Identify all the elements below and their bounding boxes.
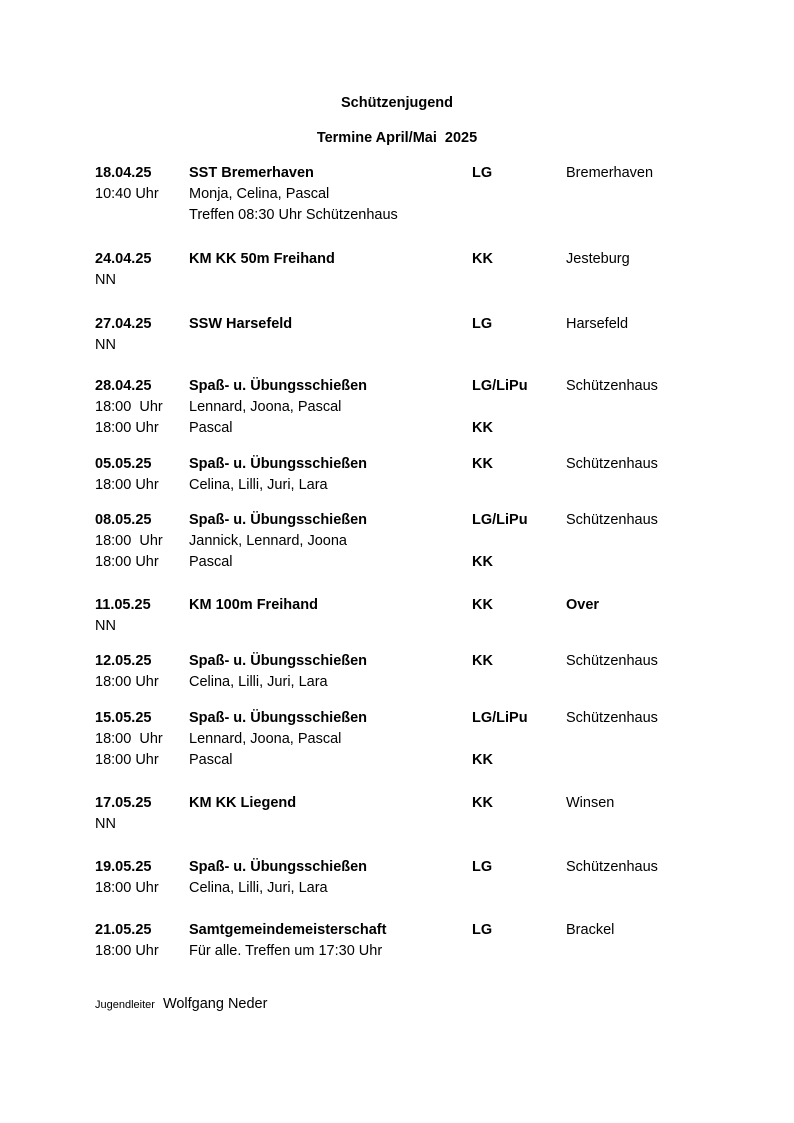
event-location: Schützenhaus bbox=[566, 378, 658, 394]
event-discipline: LG bbox=[472, 316, 493, 332]
event-detail-row bbox=[95, 616, 735, 637]
event-time: 18:00 Uhr bbox=[95, 880, 159, 896]
event-detail-row bbox=[95, 750, 735, 771]
event-detail-row bbox=[95, 205, 735, 226]
event-name: Samtgemeindemeisterschaft bbox=[189, 922, 387, 938]
event-name: Spaß- u. Übungsschießen bbox=[189, 710, 368, 726]
event-date: 05.05.25 bbox=[95, 456, 152, 472]
event-date: 21.05.25 bbox=[95, 922, 152, 938]
event-participants: Pascal bbox=[189, 752, 233, 768]
event-time: NN bbox=[95, 816, 116, 832]
event-location: Over bbox=[566, 597, 600, 613]
event-detail-row bbox=[95, 941, 735, 962]
event-discipline: KK bbox=[472, 597, 493, 613]
footer bbox=[95, 996, 267, 1012]
event-header-row bbox=[95, 920, 735, 941]
event-location: Jesteburg bbox=[566, 251, 630, 267]
event-name: Spaß- u. Übungsschießen bbox=[189, 456, 368, 472]
event-header-row bbox=[95, 314, 735, 335]
event-participants: Lennard, Joona, Pascal bbox=[189, 399, 342, 415]
event-time: 18:00 Uhr bbox=[95, 674, 159, 690]
footer-label: Jugendleiter bbox=[95, 999, 155, 1011]
event-date: 28.04.25 bbox=[95, 378, 152, 394]
event-detail-discipline: KK bbox=[472, 420, 493, 436]
event-entry bbox=[95, 163, 735, 227]
event-time: 18:00 Uhr bbox=[95, 731, 163, 747]
event-location: Schützenhaus bbox=[566, 456, 658, 472]
event-participants: Pascal bbox=[189, 420, 233, 436]
event-detail-discipline: KK bbox=[472, 554, 493, 570]
event-header-row bbox=[95, 651, 735, 672]
event-detail-row bbox=[95, 729, 735, 750]
event-entry bbox=[95, 920, 735, 963]
event-entry bbox=[95, 510, 735, 574]
event-time: 18:00 Uhr bbox=[95, 554, 159, 570]
event-discipline: KK bbox=[472, 456, 493, 472]
event-discipline: LG/LiPu bbox=[472, 378, 528, 394]
event-discipline: LG/LiPu bbox=[472, 512, 528, 528]
event-entry bbox=[95, 454, 735, 497]
event-participants: Celina, Lilli, Juri, Lara bbox=[189, 674, 328, 690]
event-time: 10:40 Uhr bbox=[95, 186, 159, 202]
event-header-row bbox=[95, 793, 735, 814]
event-date: 11.05.25 bbox=[95, 597, 151, 613]
event-detail-row bbox=[95, 418, 735, 439]
event-location: Bremerhaven bbox=[566, 165, 654, 181]
event-location: Schützenhaus bbox=[566, 512, 658, 528]
event-participants: Celina, Lilli, Juri, Lara bbox=[189, 880, 328, 896]
event-detail-row bbox=[95, 814, 735, 835]
event-detail-row bbox=[95, 552, 735, 573]
event-detail-row bbox=[95, 531, 735, 552]
event-participants: Lennard, Joona, Pascal bbox=[189, 731, 342, 747]
event-entry bbox=[95, 376, 735, 440]
event-entry bbox=[95, 793, 735, 836]
event-detail-row bbox=[95, 335, 735, 356]
event-date: 17.05.25 bbox=[95, 795, 152, 811]
event-name: Spaß- u. Übungsschießen bbox=[189, 653, 368, 669]
event-name: KM KK Liegend bbox=[189, 795, 297, 811]
event-header-row bbox=[95, 376, 735, 397]
event-discipline: KK bbox=[472, 251, 493, 267]
event-participants: Für alle. Treffen um 17:30 Uhr bbox=[189, 943, 383, 959]
event-date: 12.05.25 bbox=[95, 653, 152, 669]
event-date: 24.04.25 bbox=[95, 251, 152, 267]
event-time: NN bbox=[95, 272, 116, 288]
event-detail-row bbox=[95, 397, 735, 418]
event-participants: Pascal bbox=[189, 554, 233, 570]
event-date: 08.05.25 bbox=[95, 512, 152, 528]
event-name: SSW Harsefeld bbox=[189, 316, 293, 332]
event-time: 18:00 Uhr bbox=[95, 420, 159, 436]
event-date: 27.04.25 bbox=[95, 316, 152, 332]
event-location: Schützenhaus bbox=[566, 653, 658, 669]
event-discipline: LG bbox=[472, 922, 493, 938]
event-entry bbox=[95, 249, 735, 292]
event-entry bbox=[95, 314, 735, 357]
event-location: Brackel bbox=[566, 922, 615, 938]
event-list bbox=[95, 163, 735, 963]
event-name: KM 100m Freihand bbox=[189, 597, 318, 613]
event-time: 18:00 Uhr bbox=[95, 752, 159, 768]
event-time: 18:00 Uhr bbox=[95, 399, 163, 415]
event-name: Spaß- u. Übungsschießen bbox=[189, 378, 368, 394]
event-discipline: LG bbox=[472, 165, 493, 181]
event-time: 18:00 Uhr bbox=[95, 943, 159, 959]
document-title: Schützenjugend bbox=[341, 95, 453, 111]
event-detail-row bbox=[95, 878, 735, 899]
event-header-row bbox=[95, 249, 735, 270]
event-detail-row bbox=[95, 672, 735, 693]
event-entry bbox=[95, 595, 735, 638]
event-participants: Monja, Celina, Pascal bbox=[189, 186, 330, 202]
event-discipline: KK bbox=[472, 653, 493, 669]
event-name: Spaß- u. Übungsschießen bbox=[189, 859, 368, 875]
document-subtitle: Termine April/Mai 2025 bbox=[316, 130, 478, 146]
event-time: 18:00 Uhr bbox=[95, 477, 159, 493]
event-entry bbox=[95, 708, 735, 772]
event-date: 19.05.25 bbox=[95, 859, 152, 875]
event-detail-row bbox=[95, 184, 735, 205]
event-location: Harsefeld bbox=[566, 316, 629, 332]
event-discipline: KK bbox=[472, 795, 493, 811]
event-participants: Treffen 08:30 Uhr Schützenhaus bbox=[189, 207, 398, 223]
event-header-row bbox=[95, 857, 735, 878]
event-time: NN bbox=[95, 337, 116, 353]
event-detail-row bbox=[95, 270, 735, 291]
event-time: NN bbox=[95, 618, 116, 634]
event-location: Winsen bbox=[566, 795, 615, 811]
event-header-row bbox=[95, 163, 735, 184]
youth-leader-name: Wolfgang Neder bbox=[162, 996, 268, 1012]
event-participants: Celina, Lilli, Juri, Lara bbox=[189, 477, 328, 493]
event-participants: Jannick, Lennard, Joona bbox=[189, 533, 347, 549]
event-name: Spaß- u. Übungsschießen bbox=[189, 512, 368, 528]
event-name: SST Bremerhaven bbox=[189, 165, 314, 181]
event-header-row bbox=[95, 708, 735, 729]
event-discipline: LG bbox=[472, 859, 493, 875]
event-header-row bbox=[95, 454, 735, 475]
event-header-row bbox=[95, 510, 735, 531]
event-entry bbox=[95, 651, 735, 694]
event-location: Schützenhaus bbox=[566, 859, 658, 875]
event-entry bbox=[95, 857, 735, 900]
event-location: Schützenhaus bbox=[566, 710, 658, 726]
event-discipline: LG/LiPu bbox=[472, 710, 528, 726]
event-header-row bbox=[95, 595, 735, 616]
event-date: 15.05.25 bbox=[95, 710, 152, 726]
event-time: 18:00 Uhr bbox=[95, 533, 163, 549]
event-detail-row bbox=[95, 475, 735, 496]
event-detail-discipline: KK bbox=[472, 752, 493, 768]
event-date: 18.04.25 bbox=[95, 165, 152, 181]
event-name: KM KK 50m Freihand bbox=[189, 251, 335, 267]
